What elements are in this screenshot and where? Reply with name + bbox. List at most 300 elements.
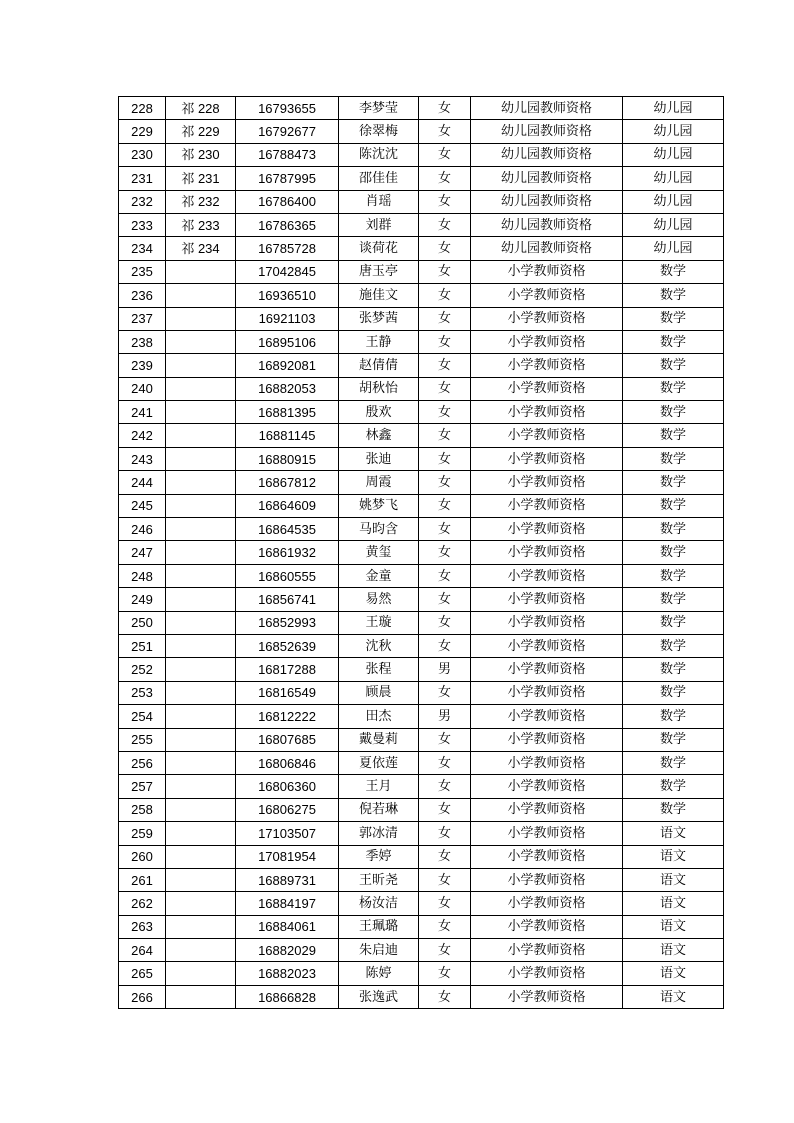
gender-cell: 女 (419, 401, 471, 424)
qualification-cell: 小学教师资格 (471, 868, 623, 891)
name-cell: 王璇 (339, 611, 419, 634)
table-row (119, 97, 724, 120)
subject-cell: 数学 (623, 751, 724, 774)
qualification-cell: 小学教师资格 (471, 284, 623, 307)
name-cell: 赵倩倩 (339, 354, 419, 377)
seq-number-cell: 248 (119, 564, 166, 587)
exam-code-cell (166, 447, 236, 470)
subject-cell: 数学 (623, 775, 724, 798)
subject-cell: 数学 (623, 377, 724, 400)
name-cell: 张逸武 (339, 985, 419, 1008)
candidate-id-cell: 16884061 (236, 915, 339, 938)
roster-body (119, 97, 724, 1009)
gender-cell: 女 (419, 424, 471, 447)
name-cell: 田杰 (339, 705, 419, 728)
gender-cell: 女 (419, 588, 471, 611)
exam-code-cell (166, 705, 236, 728)
name-cell: 郭冰清 (339, 822, 419, 845)
exam-code-cell: 祁 234 (166, 237, 236, 260)
exam-code-cell: 祁 231 (166, 167, 236, 190)
name-cell: 陈婷 (339, 962, 419, 985)
qualification-cell: 小学教师资格 (471, 518, 623, 541)
name-cell: 徐翠梅 (339, 120, 419, 143)
candidate-id-cell: 16852639 (236, 634, 339, 657)
table-row (119, 564, 724, 587)
candidate-id-cell: 16785728 (236, 237, 339, 260)
gender-cell: 女 (419, 120, 471, 143)
subject-cell: 幼儿园 (623, 213, 724, 236)
name-cell: 沈秋 (339, 634, 419, 657)
gender-cell: 女 (419, 915, 471, 938)
exam-code-cell (166, 798, 236, 821)
seq-number-cell: 261 (119, 868, 166, 891)
gender-cell: 女 (419, 564, 471, 587)
candidate-id-cell: 16793655 (236, 97, 339, 120)
exam-code-cell (166, 471, 236, 494)
name-cell: 杨汝洁 (339, 892, 419, 915)
seq-number-cell: 245 (119, 494, 166, 517)
seq-number-cell: 239 (119, 354, 166, 377)
gender-cell: 女 (419, 307, 471, 330)
candidate-id-cell: 16880915 (236, 447, 339, 470)
subject-cell: 语文 (623, 939, 724, 962)
gender-cell: 女 (419, 751, 471, 774)
subject-cell: 数学 (623, 260, 724, 283)
gender-cell: 女 (419, 354, 471, 377)
seq-number-cell: 228 (119, 97, 166, 120)
subject-cell: 数学 (623, 307, 724, 330)
qualification-cell: 幼儿园教师资格 (471, 237, 623, 260)
qualification-cell: 小学教师资格 (471, 751, 623, 774)
seq-number-cell: 262 (119, 892, 166, 915)
gender-cell: 女 (419, 634, 471, 657)
subject-cell: 数学 (623, 284, 724, 307)
table-row (119, 845, 724, 868)
candidate-id-cell: 16884197 (236, 892, 339, 915)
exam-code-cell (166, 330, 236, 353)
exam-code-cell (166, 728, 236, 751)
table-row (119, 120, 724, 143)
table-row (119, 939, 724, 962)
candidate-id-cell: 16860555 (236, 564, 339, 587)
qualification-cell: 幼儿园教师资格 (471, 143, 623, 166)
table-row (119, 822, 724, 845)
candidate-id-cell: 16864609 (236, 494, 339, 517)
exam-code-cell (166, 962, 236, 985)
seq-number-cell: 230 (119, 143, 166, 166)
table-row (119, 284, 724, 307)
exam-code-cell: 祁 233 (166, 213, 236, 236)
name-cell: 倪若琳 (339, 798, 419, 821)
name-cell: 林鑫 (339, 424, 419, 447)
gender-cell: 女 (419, 190, 471, 213)
exam-code-cell (166, 751, 236, 774)
subject-cell: 幼儿园 (623, 120, 724, 143)
qualification-cell: 小学教师资格 (471, 634, 623, 657)
table-row (119, 634, 724, 657)
gender-cell: 女 (419, 330, 471, 353)
subject-cell: 幼儿园 (623, 190, 724, 213)
gender-cell: 女 (419, 611, 471, 634)
qualification-cell: 小学教师资格 (471, 377, 623, 400)
name-cell: 王月 (339, 775, 419, 798)
seq-number-cell: 247 (119, 541, 166, 564)
candidate-id-cell: 16881145 (236, 424, 339, 447)
table-row (119, 377, 724, 400)
table-row (119, 213, 724, 236)
subject-cell: 数学 (623, 681, 724, 704)
seq-number-cell: 265 (119, 962, 166, 985)
table-row (119, 167, 724, 190)
gender-cell: 女 (419, 143, 471, 166)
gender-cell: 女 (419, 167, 471, 190)
name-cell: 顾晨 (339, 681, 419, 704)
name-cell: 王珮璐 (339, 915, 419, 938)
name-cell: 唐玉亭 (339, 260, 419, 283)
qualification-cell: 幼儿园教师资格 (471, 190, 623, 213)
name-cell: 张迪 (339, 447, 419, 470)
seq-number-cell: 257 (119, 775, 166, 798)
qualification-cell: 小学教师资格 (471, 892, 623, 915)
table-row (119, 798, 724, 821)
name-cell: 王静 (339, 330, 419, 353)
candidate-id-cell: 16936510 (236, 284, 339, 307)
name-cell: 谈荷花 (339, 237, 419, 260)
name-cell: 张梦茜 (339, 307, 419, 330)
gender-cell: 女 (419, 728, 471, 751)
name-cell: 张程 (339, 658, 419, 681)
gender-cell: 女 (419, 868, 471, 891)
exam-code-cell: 祁 230 (166, 143, 236, 166)
name-cell: 周霞 (339, 471, 419, 494)
table-row (119, 260, 724, 283)
qualification-cell: 小学教师资格 (471, 845, 623, 868)
gender-cell: 女 (419, 471, 471, 494)
seq-number-cell: 231 (119, 167, 166, 190)
seq-number-cell: 232 (119, 190, 166, 213)
seq-number-cell: 255 (119, 728, 166, 751)
seq-number-cell: 234 (119, 237, 166, 260)
gender-cell: 女 (419, 494, 471, 517)
name-cell: 肖瑶 (339, 190, 419, 213)
subject-cell: 幼儿园 (623, 143, 724, 166)
gender-cell: 女 (419, 377, 471, 400)
seq-number-cell: 238 (119, 330, 166, 353)
candidate-id-cell: 16807685 (236, 728, 339, 751)
seq-number-cell: 240 (119, 377, 166, 400)
seq-number-cell: 264 (119, 939, 166, 962)
candidate-id-cell: 16788473 (236, 143, 339, 166)
seq-number-cell: 259 (119, 822, 166, 845)
exam-code-cell (166, 658, 236, 681)
seq-number-cell: 254 (119, 705, 166, 728)
subject-cell: 语文 (623, 892, 724, 915)
exam-code-cell (166, 775, 236, 798)
table-row (119, 330, 724, 353)
candidate-id-cell: 17103507 (236, 822, 339, 845)
exam-code-cell (166, 892, 236, 915)
table-row (119, 354, 724, 377)
table-row (119, 541, 724, 564)
qualification-cell: 小学教师资格 (471, 447, 623, 470)
gender-cell: 女 (419, 447, 471, 470)
candidate-id-cell: 16861932 (236, 541, 339, 564)
subject-cell: 数学 (623, 611, 724, 634)
qualification-cell: 小学教师资格 (471, 401, 623, 424)
seq-number-cell: 236 (119, 284, 166, 307)
seq-number-cell: 233 (119, 213, 166, 236)
subject-cell: 数学 (623, 728, 724, 751)
exam-code-cell (166, 681, 236, 704)
seq-number-cell: 243 (119, 447, 166, 470)
exam-code-cell (166, 260, 236, 283)
candidate-id-cell: 16806360 (236, 775, 339, 798)
seq-number-cell: 250 (119, 611, 166, 634)
table-row (119, 658, 724, 681)
gender-cell: 女 (419, 822, 471, 845)
subject-cell: 数学 (623, 658, 724, 681)
qualification-cell: 小学教师资格 (471, 307, 623, 330)
candidate-id-cell: 16786400 (236, 190, 339, 213)
qualification-cell: 小学教师资格 (471, 354, 623, 377)
seq-number-cell: 249 (119, 588, 166, 611)
table-row (119, 494, 724, 517)
gender-cell: 女 (419, 284, 471, 307)
candidate-id-cell: 16921103 (236, 307, 339, 330)
seq-number-cell: 237 (119, 307, 166, 330)
subject-cell: 数学 (623, 541, 724, 564)
candidate-id-cell: 16787995 (236, 167, 339, 190)
gender-cell: 女 (419, 681, 471, 704)
candidate-id-cell: 16882029 (236, 939, 339, 962)
table-row (119, 985, 724, 1008)
table-row (119, 447, 724, 470)
table-row (119, 775, 724, 798)
qualification-cell: 小学教师资格 (471, 330, 623, 353)
exam-code-cell: 祁 228 (166, 97, 236, 120)
table-row (119, 868, 724, 891)
subject-cell: 数学 (623, 588, 724, 611)
qualification-cell: 幼儿园教师资格 (471, 120, 623, 143)
qualification-cell: 小学教师资格 (471, 681, 623, 704)
candidate-id-cell: 16889731 (236, 868, 339, 891)
roster-table (118, 96, 724, 1009)
gender-cell: 女 (419, 260, 471, 283)
exam-code-cell (166, 611, 236, 634)
qualification-cell: 小学教师资格 (471, 705, 623, 728)
name-cell: 戴曼莉 (339, 728, 419, 751)
candidate-id-cell: 16895106 (236, 330, 339, 353)
seq-number-cell: 256 (119, 751, 166, 774)
exam-code-cell (166, 868, 236, 891)
candidate-id-cell: 16816549 (236, 681, 339, 704)
seq-number-cell: 253 (119, 681, 166, 704)
subject-cell: 数学 (623, 494, 724, 517)
candidate-id-cell: 16881395 (236, 401, 339, 424)
name-cell: 金童 (339, 564, 419, 587)
name-cell: 刘群 (339, 213, 419, 236)
subject-cell: 数学 (623, 401, 724, 424)
table-row (119, 681, 724, 704)
candidate-id-cell: 16867812 (236, 471, 339, 494)
seq-number-cell: 252 (119, 658, 166, 681)
qualification-cell: 小学教师资格 (471, 658, 623, 681)
name-cell: 胡秋怡 (339, 377, 419, 400)
gender-cell: 女 (419, 985, 471, 1008)
gender-cell: 男 (419, 705, 471, 728)
candidate-id-cell: 16866828 (236, 985, 339, 1008)
gender-cell: 女 (419, 518, 471, 541)
subject-cell: 数学 (623, 447, 724, 470)
exam-code-cell (166, 985, 236, 1008)
name-cell: 夏依莲 (339, 751, 419, 774)
subject-cell: 数学 (623, 354, 724, 377)
subject-cell: 数学 (623, 330, 724, 353)
exam-code-cell (166, 377, 236, 400)
gender-cell: 女 (419, 541, 471, 564)
qualification-cell: 小学教师资格 (471, 798, 623, 821)
subject-cell: 数学 (623, 518, 724, 541)
table-row (119, 424, 724, 447)
qualification-cell: 小学教师资格 (471, 588, 623, 611)
name-cell: 马昀含 (339, 518, 419, 541)
subject-cell: 数学 (623, 564, 724, 587)
exam-code-cell (166, 494, 236, 517)
subject-cell: 语文 (623, 822, 724, 845)
candidate-id-cell: 17081954 (236, 845, 339, 868)
table-row (119, 307, 724, 330)
gender-cell: 女 (419, 798, 471, 821)
candidate-id-cell: 16882053 (236, 377, 339, 400)
table-row (119, 728, 724, 751)
name-cell: 季婷 (339, 845, 419, 868)
qualification-cell: 小学教师资格 (471, 541, 623, 564)
table-row (119, 518, 724, 541)
name-cell: 施佳文 (339, 284, 419, 307)
exam-code-cell (166, 634, 236, 657)
table-row (119, 611, 724, 634)
qualification-cell: 小学教师资格 (471, 494, 623, 517)
candidate-id-cell: 16892081 (236, 354, 339, 377)
gender-cell: 女 (419, 775, 471, 798)
exam-code-cell (166, 541, 236, 564)
name-cell: 邵佳佳 (339, 167, 419, 190)
seq-number-cell: 242 (119, 424, 166, 447)
qualification-cell: 小学教师资格 (471, 775, 623, 798)
seq-number-cell: 235 (119, 260, 166, 283)
qualification-cell: 幼儿园教师资格 (471, 97, 623, 120)
name-cell: 姚梦飞 (339, 494, 419, 517)
table-row (119, 892, 724, 915)
exam-code-cell: 祁 232 (166, 190, 236, 213)
qualification-cell: 小学教师资格 (471, 915, 623, 938)
exam-code-cell (166, 588, 236, 611)
qualification-cell: 小学教师资格 (471, 471, 623, 494)
name-cell: 王昕尧 (339, 868, 419, 891)
name-cell: 易然 (339, 588, 419, 611)
candidate-id-cell: 16792677 (236, 120, 339, 143)
seq-number-cell: 246 (119, 518, 166, 541)
gender-cell: 女 (419, 237, 471, 260)
candidate-id-cell: 16806275 (236, 798, 339, 821)
seq-number-cell: 251 (119, 634, 166, 657)
gender-cell: 女 (419, 845, 471, 868)
subject-cell: 语文 (623, 962, 724, 985)
exam-code-cell (166, 822, 236, 845)
candidate-id-cell: 17042845 (236, 260, 339, 283)
qualification-cell: 小学教师资格 (471, 260, 623, 283)
subject-cell: 数学 (623, 798, 724, 821)
table-row (119, 751, 724, 774)
qualification-cell: 小学教师资格 (471, 611, 623, 634)
candidate-id-cell: 16812222 (236, 705, 339, 728)
table-row (119, 471, 724, 494)
subject-cell: 数学 (623, 424, 724, 447)
qualification-cell: 幼儿园教师资格 (471, 213, 623, 236)
seq-number-cell: 266 (119, 985, 166, 1008)
exam-code-cell (166, 307, 236, 330)
qualification-cell: 小学教师资格 (471, 728, 623, 751)
seq-number-cell: 229 (119, 120, 166, 143)
exam-code-cell (166, 939, 236, 962)
subject-cell: 幼儿园 (623, 237, 724, 260)
qualification-cell: 小学教师资格 (471, 985, 623, 1008)
exam-code-cell (166, 845, 236, 868)
subject-cell: 数学 (623, 634, 724, 657)
exam-code-cell (166, 284, 236, 307)
qualification-cell: 小学教师资格 (471, 424, 623, 447)
subject-cell: 幼儿园 (623, 97, 724, 120)
table-row (119, 401, 724, 424)
subject-cell: 语文 (623, 915, 724, 938)
candidate-id-cell: 16856741 (236, 588, 339, 611)
name-cell: 李梦莹 (339, 97, 419, 120)
exam-code-cell (166, 564, 236, 587)
seq-number-cell: 260 (119, 845, 166, 868)
candidate-id-cell: 16864535 (236, 518, 339, 541)
qualification-cell: 幼儿园教师资格 (471, 167, 623, 190)
subject-cell: 语文 (623, 985, 724, 1008)
gender-cell: 女 (419, 213, 471, 236)
table-row (119, 915, 724, 938)
exam-code-cell: 祁 229 (166, 120, 236, 143)
seq-number-cell: 263 (119, 915, 166, 938)
subject-cell: 数学 (623, 471, 724, 494)
seq-number-cell: 244 (119, 471, 166, 494)
seq-number-cell: 258 (119, 798, 166, 821)
table-row (119, 962, 724, 985)
exam-code-cell (166, 354, 236, 377)
table-row (119, 588, 724, 611)
gender-cell: 女 (419, 97, 471, 120)
qualification-cell: 小学教师资格 (471, 822, 623, 845)
subject-cell: 数学 (623, 705, 724, 728)
table-row (119, 705, 724, 728)
name-cell: 黄玺 (339, 541, 419, 564)
name-cell: 朱启迪 (339, 939, 419, 962)
subject-cell: 幼儿园 (623, 167, 724, 190)
exam-code-cell (166, 424, 236, 447)
gender-cell: 女 (419, 892, 471, 915)
gender-cell: 女 (419, 939, 471, 962)
exam-code-cell (166, 915, 236, 938)
name-cell: 殷欢 (339, 401, 419, 424)
seq-number-cell: 241 (119, 401, 166, 424)
table-row (119, 190, 724, 213)
gender-cell: 女 (419, 962, 471, 985)
qualification-cell: 小学教师资格 (471, 564, 623, 587)
qualification-cell: 小学教师资格 (471, 962, 623, 985)
